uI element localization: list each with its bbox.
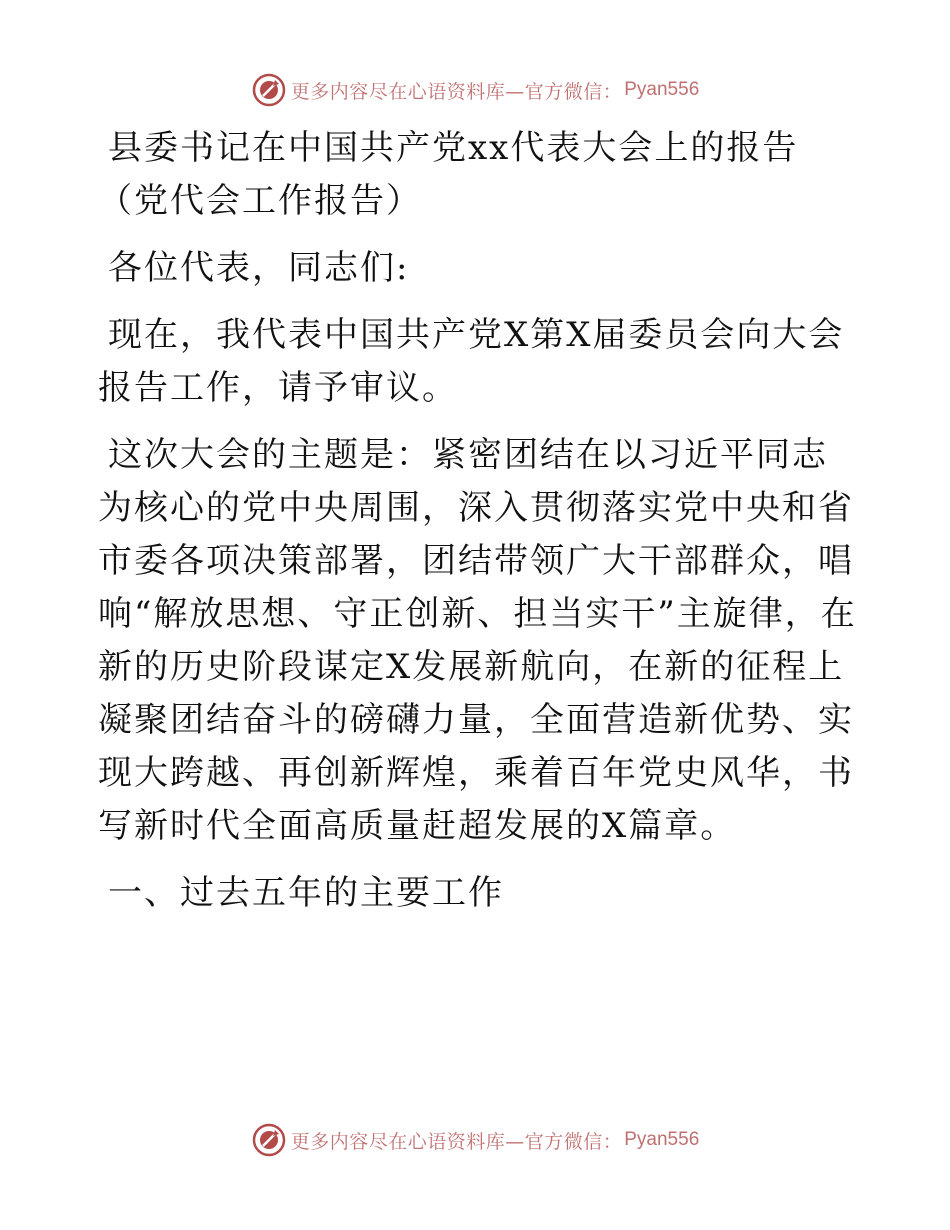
document-title: 县委书记在中国共产党xx代表大会上的报告（党代会工作报告） bbox=[98, 128, 799, 221]
seal-logo-icon bbox=[251, 72, 287, 108]
seal-logo-icon bbox=[251, 1122, 287, 1158]
paragraph: 现在，我代表中国共产党X第X届委员会向大会报告工作，请予审议。 bbox=[98, 315, 845, 408]
salutation: 各位代表，同志们: bbox=[108, 248, 410, 288]
watermark-text: 更多内容尽在心语资料库—官方微信： bbox=[290, 80, 623, 103]
header-watermark bbox=[0, 70, 950, 110]
watermark-text: 更多内容尽在心语资料库—官方微信： bbox=[290, 1130, 623, 1153]
watermark-wechat-id: Pyan556 bbox=[624, 1129, 700, 1150]
paragraph: 这次大会的主题是：紧密团结在以习近平同志为核心的党中央周围，深入贯彻落实党中央和省市委各项决策部署，团结带领广大干部群众，唱响“解放思想、守正创新、担当实干”主旋律，在新的历史阶段谋定X发展新航向，在新的征程上凝聚团结奋斗的磅礴力量，全面营造新优势、实现大跨越、再创新辉煌，乘着百年党史风华，书写新时代全面高质量赶超发展的X篇章。 bbox=[98, 435, 857, 846]
section-heading: 一、过去五年的主要工作 bbox=[108, 873, 504, 913]
document-body bbox=[98, 122, 858, 934]
footer-watermark bbox=[0, 1120, 950, 1160]
watermark-wechat-id: Pyan556 bbox=[624, 79, 700, 100]
